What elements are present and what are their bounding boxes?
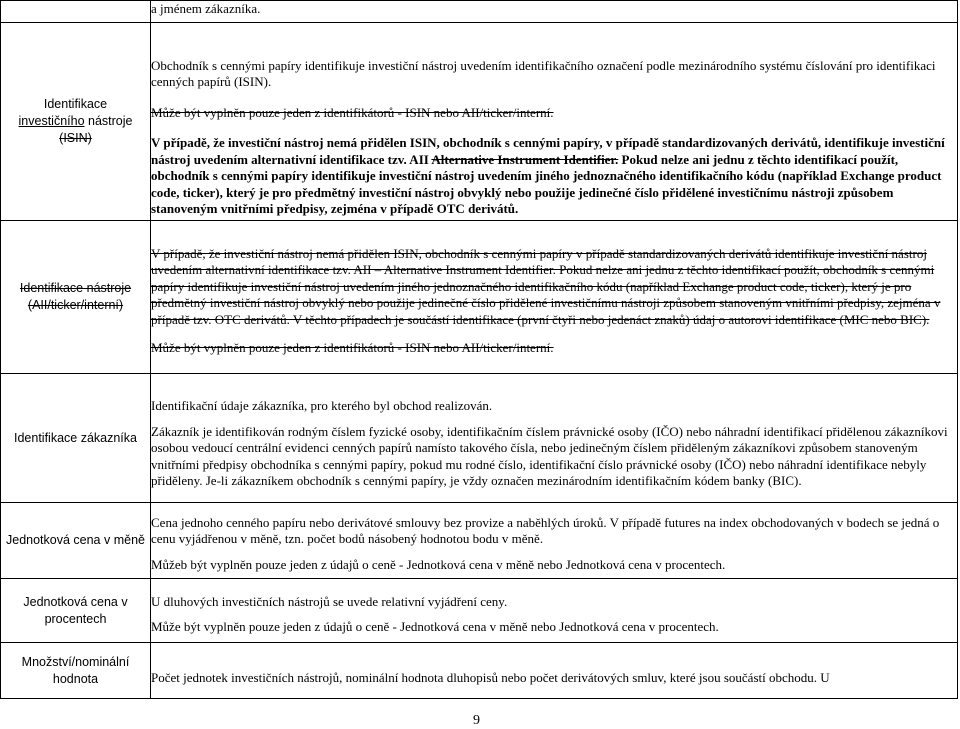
table-row <box>1 23 958 221</box>
table-row <box>1 1 958 23</box>
paragraph: Obchodník s cennými papíry identifikuje investiční nástroj uvedením identifikačního označení podle mezinárodního systému číslování pro identifikaci cenných papírů (ISIN). <box>151 57 936 89</box>
row-content <box>151 1 958 23</box>
paragraph: a jménem zákazníka. <box>151 1 261 16</box>
paragraph: Můžeb být vyplněn pouze jeden z údajů o ceně - Jednotková cena v měně nebo Jednotková cena v procentech. <box>151 556 726 572</box>
page-number: 9 <box>473 713 480 728</box>
row-label <box>1 1 151 23</box>
row-content <box>151 579 958 643</box>
paragraph-struck: Může být vyplněn pouze jeden z identifikátorů - ISIN nebo AII/ticker/interní. <box>151 104 554 120</box>
row-label-price-currency: Jednotková cena v měně <box>1 503 151 579</box>
table-row <box>1 221 958 374</box>
paragraph-struck: Může být vyplněn pouze jeden z identifikátorů - ISIN nebo AII/ticker/interní. <box>151 340 554 355</box>
row-label-price-percent: Jednotková cena v procentech <box>1 579 151 643</box>
row-content <box>151 643 958 699</box>
paragraph: Identifikační údaje zákazníka, pro kterého byl obchod realizován. <box>151 398 493 414</box>
row-content <box>151 374 958 503</box>
table-row <box>1 374 958 503</box>
label-text: Identifikace investičního nástroje (ISIN) <box>18 97 133 145</box>
table-row <box>1 643 958 699</box>
row-label-aii: Identifikace nástroje (AII/ticker/interní) <box>1 221 151 374</box>
paragraph-struck: V případě, že investiční nástroj nemá přidělen ISIN, obchodník s cennými papíry v případě standardizovaných derivátů identifikuje investiční nástroj uvedením alternativní identifikace tzv. AII – Alternative Instrument Identifier. Pokud nelze ani jednu z těchto identifikací použít, obchodník s cennými papíry identifikuje investiční nástroj uvedením jiného jednoznačného identifikačního kódu (například Exchange product code, ticker), který je pro předmětný investiční nástroj obvyklý nebo použije jedinečné číslo přidělené investičnímu nástroji způsobem stanoveným vnitřními předpisy, zejména v případě tzv. OTC derivátů. V těchto případech je součástí identifikace (první čtyři nebo jedenáct znaků) údaj o autorovi identifikace (MIC nebo BIC). <box>151 245 941 327</box>
row-content <box>151 221 958 374</box>
paragraph: Může být vyplněn pouze jeden z údajů o ceně - Jednotková cena v měně nebo Jednotková cena v procentech. <box>151 619 719 634</box>
table-row <box>1 579 958 643</box>
paragraph: Cena jednoho cenného papíru nebo derivátové smlouvy bez provize a naběhlých úroků. V případě futures na index obchodovaných v bodech se jedná o cenu vyjádřenou v měně, tzn. počet bodů násobený hodnotou bodu v měně. <box>151 514 940 547</box>
paragraph: U dluhových investičních nástrojů se uvede relativní vyjádření ceny. <box>151 593 508 609</box>
paragraph: Zákazník je identifikován rodným číslem fyzické osoby, identifikačním číslem právnické osoby (IČO) nebo náhradní identifikací přidělenou zákazníkovi osobou vedoucí centrální evidenci cenných papírů namísto takového čísla, nebo jedinečným číslem přiděleným zákazníkovi způsobem stanoveným vnitřními předpisy obchodníka s cennými papíry, pokud mu rodné číslo, identifikační číslo právnické osoby (IČO) nebo náhradní identifikace nebyly přiděleny. Je-li zákazníkem obchodník s cennými papíry, je vždy označen mezinárodním identifikačním kódem banky (BIC). <box>151 423 948 489</box>
table-row <box>1 503 958 579</box>
row-label-quantity: Množství/nominální hodnota <box>1 643 151 699</box>
row-content <box>151 503 958 579</box>
row-label-isin <box>1 23 151 221</box>
row-content <box>151 23 958 221</box>
paragraph-bold: V případě, že investiční nástroj nemá přidělen ISIN, obchodník s cennými papíry, v případě standardizovaných derivátů, identifikuje investiční nástroj uvedením alternativní identifikace tzv. AII Alternative Instrument Identifier. Pokud nelze ani jednu z těchto identifikací použít, obchodník s cennými papíry identifikuje investiční nástroj uvedením jiného jednoznačného identifikačního kódu (například Exchange product code, ticker), který je pro předmětný investiční nástroj obvyklý nebo použije jedinečné číslo přidělené investičnímu nástroji způsobem stanoveným vnitřními předpisy, zejména v případě OTC derivátů. <box>151 135 945 216</box>
row-label-customer: Identifikace zákazníka <box>1 374 151 503</box>
paragraph: Počet jednotek investičních nástrojů, nominální hodnota dluhopisů nebo počet derivátových smluv, které jsou součástí obchodu. U <box>151 670 830 686</box>
